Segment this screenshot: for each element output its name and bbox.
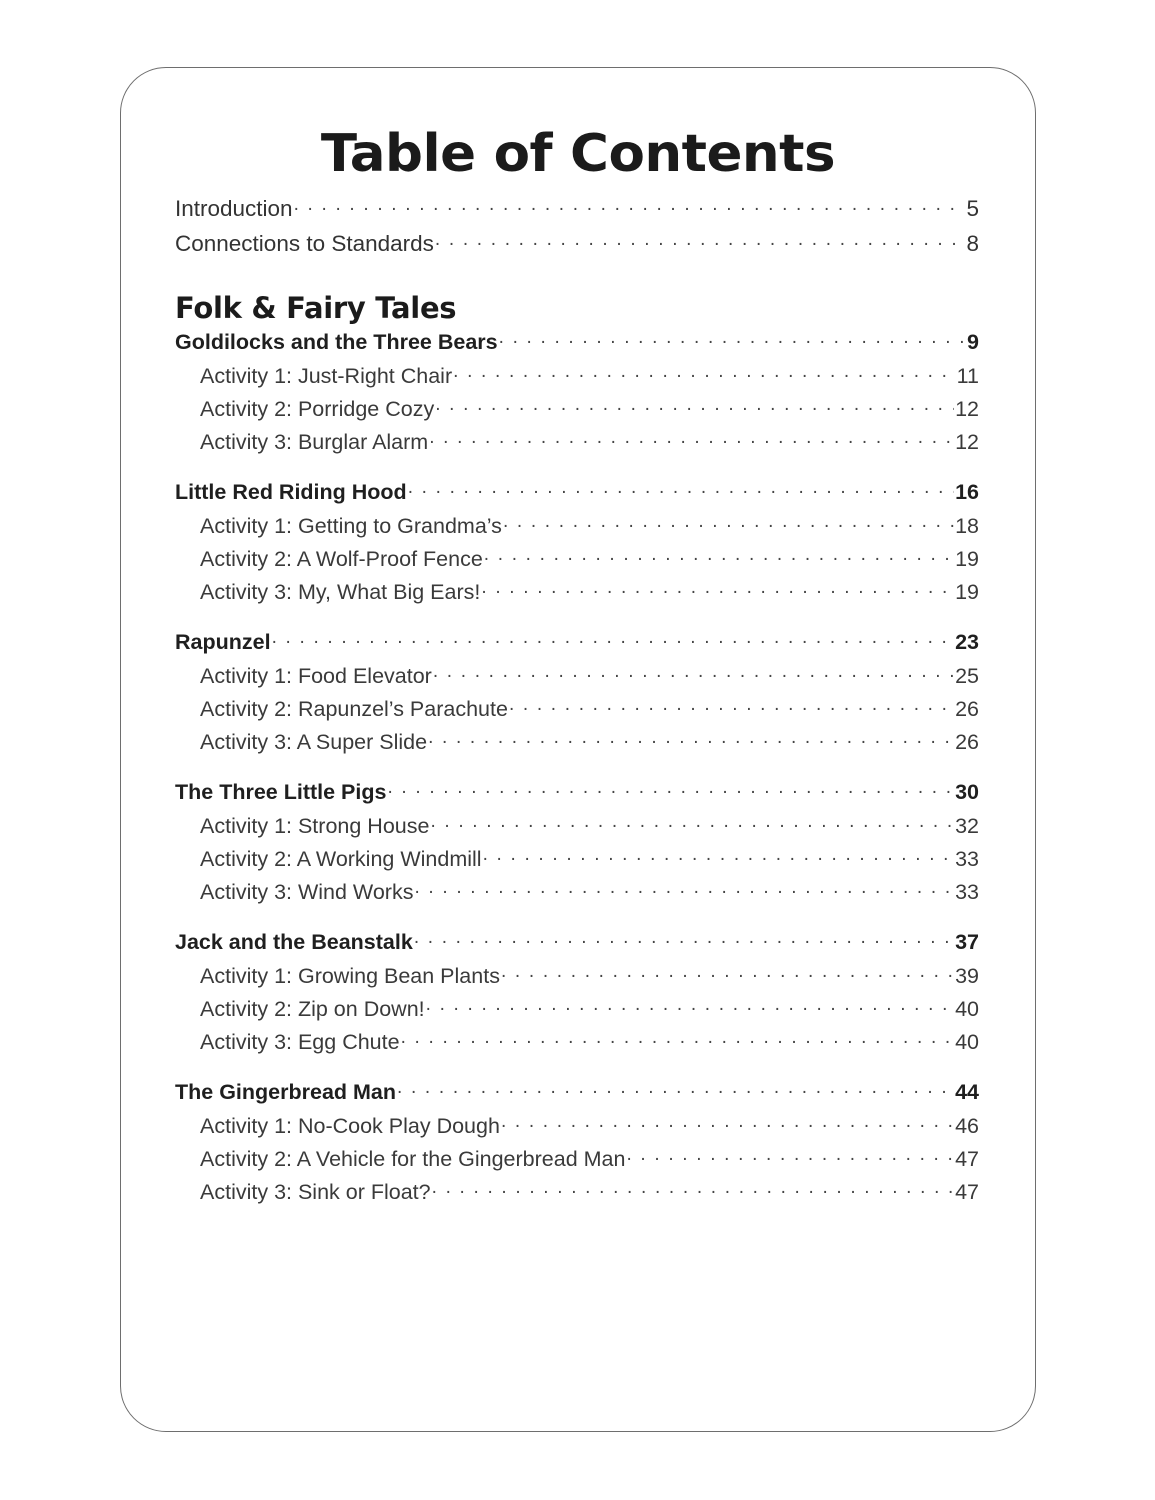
toc-row[interactable] xyxy=(175,231,979,266)
story-spacer xyxy=(175,613,979,630)
dot-leader xyxy=(483,850,955,866)
activity-page: 47 xyxy=(955,1180,979,1204)
activity-label: Activity 2: Zip on Down! xyxy=(200,997,425,1021)
activity-label: Activity 1: Getting to Grandma’s xyxy=(200,514,502,538)
toc-row[interactable] xyxy=(175,880,979,913)
activity-page: 26 xyxy=(955,697,979,721)
activity-page: 19 xyxy=(955,547,979,571)
story-spacer xyxy=(175,463,979,480)
activity-label: Activity 3: Sink or Float? xyxy=(200,1180,431,1204)
toc-entry-label: Introduction xyxy=(175,196,293,221)
toc-row[interactable] xyxy=(175,997,979,1030)
toc-row[interactable] xyxy=(175,730,979,763)
dot-leader xyxy=(428,733,954,749)
toc-row[interactable] xyxy=(175,930,979,964)
activity-page: 18 xyxy=(955,514,979,538)
activity-label: Activity 2: A Wolf-Proof Fence xyxy=(200,547,483,571)
story-spacer xyxy=(175,763,979,780)
toc-row[interactable] xyxy=(175,364,979,397)
activity-page: 40 xyxy=(955,997,979,1021)
toc-row[interactable] xyxy=(175,780,979,814)
dot-leader xyxy=(429,433,954,449)
story-page: 16 xyxy=(955,480,979,504)
story-page: 30 xyxy=(955,780,979,804)
toc-row[interactable] xyxy=(175,1114,979,1147)
dot-leader xyxy=(626,1150,954,1166)
activity-page: 39 xyxy=(955,964,979,988)
activity-label: Activity 1: Strong House xyxy=(200,814,430,838)
activity-page: 25 xyxy=(955,664,979,688)
story-title: The Gingerbread Man xyxy=(175,1080,397,1104)
dot-leader xyxy=(430,817,954,833)
dot-leader xyxy=(484,550,954,566)
dot-leader xyxy=(408,483,954,499)
activity-page: 33 xyxy=(955,847,979,871)
toc-row[interactable] xyxy=(175,697,979,730)
toc-row[interactable] xyxy=(175,1180,979,1213)
activity-page: 46 xyxy=(955,1114,979,1138)
activity-label: Activity 3: Wind Works xyxy=(200,880,414,904)
activity-label: Activity 1: Food Elevator xyxy=(200,664,432,688)
activity-page: 12 xyxy=(955,430,979,454)
toc-row[interactable] xyxy=(175,847,979,880)
activity-label: Activity 2: Rapunzel’s Parachute xyxy=(200,697,508,721)
story-spacer xyxy=(175,913,979,930)
activity-label: Activity 2: A Working Windmill xyxy=(200,847,482,871)
toc-row[interactable] xyxy=(175,814,979,847)
activity-label: Activity 3: My, What Big Ears! xyxy=(200,580,481,604)
activity-page: 40 xyxy=(955,1030,979,1054)
dot-leader xyxy=(294,200,966,216)
story-page: 44 xyxy=(955,1080,979,1104)
activity-label: Activity 3: Burglar Alarm xyxy=(200,430,429,454)
dot-leader xyxy=(426,1000,954,1016)
toc-row[interactable] xyxy=(175,1030,979,1063)
activity-label: Activity 1: Growing Bean Plants xyxy=(200,964,500,988)
dot-leader xyxy=(272,633,955,649)
story-title: Rapunzel xyxy=(175,630,271,654)
toc-entry-page: 8 xyxy=(966,231,979,256)
page-title: Table of Contents xyxy=(320,123,836,184)
dot-leader xyxy=(414,933,954,949)
toc-row[interactable] xyxy=(175,480,979,514)
page-card xyxy=(120,67,1036,1432)
story-title: Little Red Riding Hood xyxy=(175,480,407,504)
section-spacer xyxy=(175,266,979,288)
toc-row[interactable] xyxy=(175,430,979,463)
story-page: 9 xyxy=(967,330,979,354)
toc-entry-page: 5 xyxy=(966,196,979,221)
dot-leader xyxy=(414,883,954,899)
story-title: The Three Little Pigs xyxy=(175,780,387,804)
toc-row[interactable] xyxy=(175,630,979,664)
dot-leader xyxy=(387,783,954,799)
section-heading: Folk & Fairy Tales xyxy=(175,291,457,325)
table-of-contents xyxy=(175,196,979,1213)
toc-entry-label: Connections to Standards xyxy=(175,231,434,256)
dot-leader xyxy=(453,367,956,383)
dot-leader xyxy=(435,400,954,416)
story-title: Goldilocks and the Three Bears xyxy=(175,330,498,354)
activity-label: Activity 3: A Super Slide xyxy=(200,730,428,754)
story-page: 23 xyxy=(955,630,979,654)
toc-row[interactable] xyxy=(175,964,979,997)
activity-page: 47 xyxy=(955,1147,979,1171)
dot-leader xyxy=(401,1033,955,1049)
activity-page: 33 xyxy=(955,880,979,904)
toc-row[interactable] xyxy=(175,1147,979,1180)
toc-row[interactable] xyxy=(175,330,979,364)
toc-row[interactable] xyxy=(175,664,979,697)
dot-leader xyxy=(397,1083,954,1099)
dot-leader xyxy=(435,235,966,251)
activity-label: Activity 1: Just-Right Chair xyxy=(200,364,453,388)
dot-leader xyxy=(501,967,954,983)
activity-page: 12 xyxy=(955,397,979,421)
activity-page: 11 xyxy=(956,364,979,388)
dot-leader xyxy=(501,1117,954,1133)
story-title: Jack and the Beanstalk xyxy=(175,930,413,954)
activity-label: Activity 1: No-Cook Play Dough xyxy=(200,1114,500,1138)
dot-leader xyxy=(433,667,954,683)
dot-leader xyxy=(503,517,954,533)
activity-page: 26 xyxy=(955,730,979,754)
activity-label: Activity 2: A Vehicle for the Gingerbread Man xyxy=(200,1147,626,1171)
story-page: 37 xyxy=(955,930,979,954)
activity-page: 19 xyxy=(955,580,979,604)
dot-leader xyxy=(481,583,954,599)
activity-page: 32 xyxy=(955,814,979,838)
story-spacer xyxy=(175,1063,979,1080)
toc-row[interactable] xyxy=(175,196,979,231)
activity-label: Activity 2: Porridge Cozy xyxy=(200,397,435,421)
toc-row[interactable] xyxy=(175,514,979,547)
toc-row[interactable] xyxy=(175,547,979,580)
toc-row[interactable] xyxy=(175,580,979,613)
toc-row[interactable] xyxy=(175,397,979,430)
activity-label: Activity 3: Egg Chute xyxy=(200,1030,400,1054)
dot-leader xyxy=(432,1183,954,1199)
dot-leader xyxy=(499,333,966,349)
dot-leader xyxy=(509,700,954,716)
toc-row[interactable] xyxy=(175,1080,979,1114)
